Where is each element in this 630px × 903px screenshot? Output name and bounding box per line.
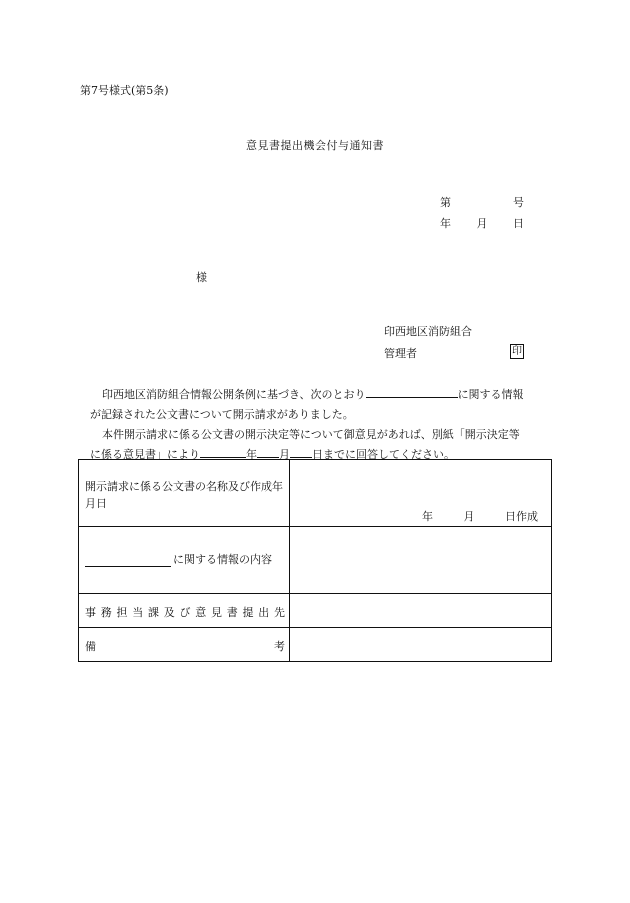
dept-label-char: 書 (226, 606, 238, 619)
table-row (79, 594, 552, 628)
reference-number (440, 194, 524, 210)
remarks-label-char: 考 (274, 640, 285, 653)
table-row (79, 460, 552, 527)
dept-value-cell (290, 594, 552, 628)
doc-name-value-cell (290, 460, 552, 527)
dept-label-char: 先 (274, 606, 285, 619)
body-line-1-lead: 印西地区消防組合情報公開条例に基づき、次のとおり (102, 388, 366, 401)
creation-date (422, 508, 538, 524)
body-line-1 (102, 386, 524, 402)
creation-year: 年 (422, 510, 433, 523)
dept-label-char: び (179, 606, 191, 619)
body-line-2: が記録された公文書について開示請求がありました。 (90, 408, 354, 421)
dept-label-char: 出 (258, 606, 270, 619)
issue-date (440, 215, 524, 231)
dept-label-char: 意 (195, 606, 207, 619)
body-line-1-tail: に関する情報 (457, 388, 524, 401)
form-table (78, 459, 552, 662)
issuer-organization: 印西地区消防組合 (384, 325, 472, 338)
form-number: 第7号様式(第5条) (80, 84, 169, 97)
body-line-3: 本件開示請求に係る公文書の開示決定等について御意見があれば、別紙「開示決定等 (102, 428, 520, 441)
seal-mark: 印 (512, 346, 522, 357)
issue-date-month: 月 (476, 217, 488, 230)
reference-number-suffix: 号 (513, 196, 524, 209)
reference-number-prefix: 第 (440, 196, 451, 209)
dept-label-char: 務 (100, 606, 112, 619)
body-line-4-tail: 日までに回答してください。 (312, 448, 455, 461)
subject-blank (366, 386, 458, 398)
dept-label-char: 当 (132, 606, 144, 619)
doc-name-label: 開示請求に係る公文書の名称及び作成年月日 (85, 480, 283, 510)
remarks-label-char: 備 (85, 640, 96, 653)
addressee-honorific: 様 (196, 271, 207, 284)
remarks-value-cell (290, 628, 552, 662)
creation-month: 月 (463, 510, 475, 523)
dept-label-char: 課 (148, 606, 159, 619)
table-row (79, 527, 552, 594)
deadline-day-blank (290, 446, 312, 458)
subject-value-cell (290, 527, 552, 594)
subject-label-blank (85, 555, 171, 567)
dept-label-char: 及 (163, 606, 175, 619)
dept-label-char: 提 (242, 606, 254, 619)
dept-label (85, 604, 285, 620)
issue-date-year: 年 (440, 217, 451, 230)
dept-label-char: 担 (116, 606, 128, 619)
subject-label (85, 551, 272, 567)
remarks-label (85, 638, 285, 654)
subject-label-cell (79, 527, 290, 594)
dept-label-char: 見 (211, 606, 222, 619)
deadline-year-blank (200, 446, 246, 458)
creation-day: 日作成 (505, 510, 538, 523)
deadline-month-label: 月 (279, 448, 290, 461)
document-title: 意見書提出機会付与通知書 (246, 139, 384, 152)
issuer-title: 管理者 (384, 347, 417, 360)
remarks-label-cell (79, 628, 290, 662)
dept-label-char: 事 (85, 606, 96, 619)
deadline-month-blank (257, 446, 279, 458)
body-line-4-lead: に係る意見書」により (90, 448, 200, 461)
issue-date-day: 日 (513, 217, 524, 230)
doc-name-label-cell (79, 460, 290, 527)
subject-label-text: に関する情報の内容 (173, 553, 272, 566)
table-row (79, 628, 552, 662)
deadline-year-label: 年 (246, 448, 257, 461)
dept-label-cell (79, 594, 290, 628)
